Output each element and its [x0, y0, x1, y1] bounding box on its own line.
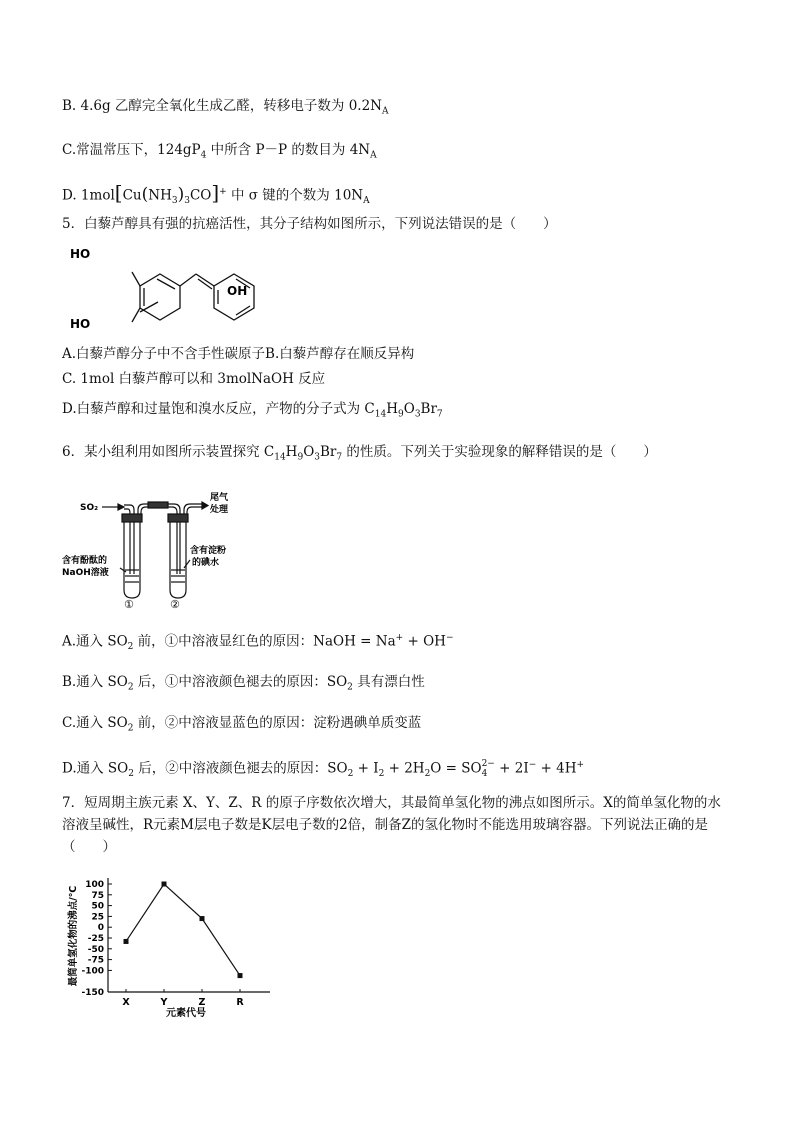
q5-option-a: A.白藜芦醇分子中不含手性碳原子B.白藜芦醇存在顺反异构: [62, 346, 415, 362]
q6-option-a: A.通入 $SO_2$ 前，①中溶液显红色的原因：NaOH = Na+ + OH−: [62, 633, 454, 653]
data-point: [162, 882, 167, 887]
q6-stem: 6．某小组利用如图所示装置探究 $C_{14}H_9O_3Br_7$ 的性质。下列关于实验现象的解释错误的是（ ）: [62, 444, 657, 463]
q4-option-c: C.常温常压下，$124gP_4$ 中所含 P－P 的数目为 $4N_A$: [62, 142, 377, 161]
q5-option-c: C. 1mol 白藜芦醇可以和 3molNaOH 反应: [62, 371, 326, 387]
data-point: [124, 939, 129, 944]
x-tick-label: R: [236, 997, 244, 1008]
y-tick-label: 50: [91, 901, 104, 912]
q5-stem: 5．白藜芦醇具有强的抗癌活性，其分子结构如图所示，下列说法错误的是（ ）: [62, 216, 557, 232]
ho-top-label: HO: [70, 247, 91, 261]
y-tick-label: -75: [87, 955, 104, 966]
exhaust-label-1: 尾气: [210, 493, 229, 503]
x-axis-title: 元素代号: [166, 1008, 206, 1019]
y-tick-label: -50: [87, 944, 104, 955]
right-solution-label-1: 含有淀粉: [190, 546, 227, 556]
left-solution-label-2: NaOH溶液: [62, 568, 109, 578]
ho-bottom-label: HO: [70, 317, 91, 331]
data-point: [200, 916, 205, 921]
q5-option-d: D.白藜芦醇和过量饱和溴水反应，产物的分子式为 $C_{14}H_9O_3Br_7$: [62, 401, 443, 420]
y-tick-label: 100: [85, 880, 104, 890]
q6-option-d: D.通入 $SO_2$ 后，②中溶液颜色褪去的原因：$SO_2 + I_2 + 2H_2O$ = SO 2− 4 + 2I− + 4H+: [62, 759, 585, 780]
boiling-point-chart: [62, 870, 282, 1030]
exhaust-label-2: 处理: [210, 505, 229, 515]
resveratrol-structure: [60, 240, 260, 332]
y-tick-label: -150: [81, 988, 104, 998]
q4-option-d: D. $1mol[Cu(NH_3)_3CO]^+$ 中 σ 键的个数为 $10N_A$: [62, 180, 370, 207]
q4-option-b: B. 4.6g 乙醇完全氧化生成乙醛，转移电子数为 $0.2N_A$: [62, 98, 389, 117]
series-line: [126, 884, 240, 976]
y-axis-title: 最简单氢化物的沸点/℃: [68, 885, 79, 987]
oh-right-label: OH: [227, 284, 248, 298]
so2-label: SO₂: [80, 503, 99, 513]
q7-stem: 7．短周期主族元素 X、Y、Z、R 的原子序数依次增大，其最简单氢化物的沸点如图所示。X的简单氢化物的水溶液呈碱性，R元素M层电子数是K层电子数的2倍，制备Z的氢化物时不能选用玻璃容器。下列说法正确的是（ ）: [62, 795, 721, 855]
apparatus-diagram: [62, 490, 248, 611]
right-solution-label-2: 的碘水: [192, 558, 220, 568]
data-point: [238, 973, 243, 978]
y-tick-label: 0: [97, 923, 104, 934]
tube-1-label: ①: [124, 598, 134, 611]
q6-option-b: B.通入 $SO_2$ 后，①中溶液颜色褪去的原因：$SO_2$ 具有漂白性: [62, 674, 425, 693]
left-solution-label-1: 含有酚酞的: [62, 556, 108, 566]
q6-option-c: C.通入 $SO_2$ 前，②中溶液显蓝色的原因：淀粉遇碘单质变蓝: [62, 715, 422, 734]
tube-2-label: ②: [170, 598, 180, 611]
y-tick-label: -25: [87, 934, 104, 944]
x-tick-label: X: [122, 997, 130, 1008]
y-tick-label: 75: [91, 890, 104, 901]
y-tick-label: 25: [91, 912, 104, 923]
y-tick-label: -100: [81, 966, 104, 977]
x-tick-label: Y: [160, 997, 168, 1008]
x-tick-label: Z: [198, 997, 206, 1008]
